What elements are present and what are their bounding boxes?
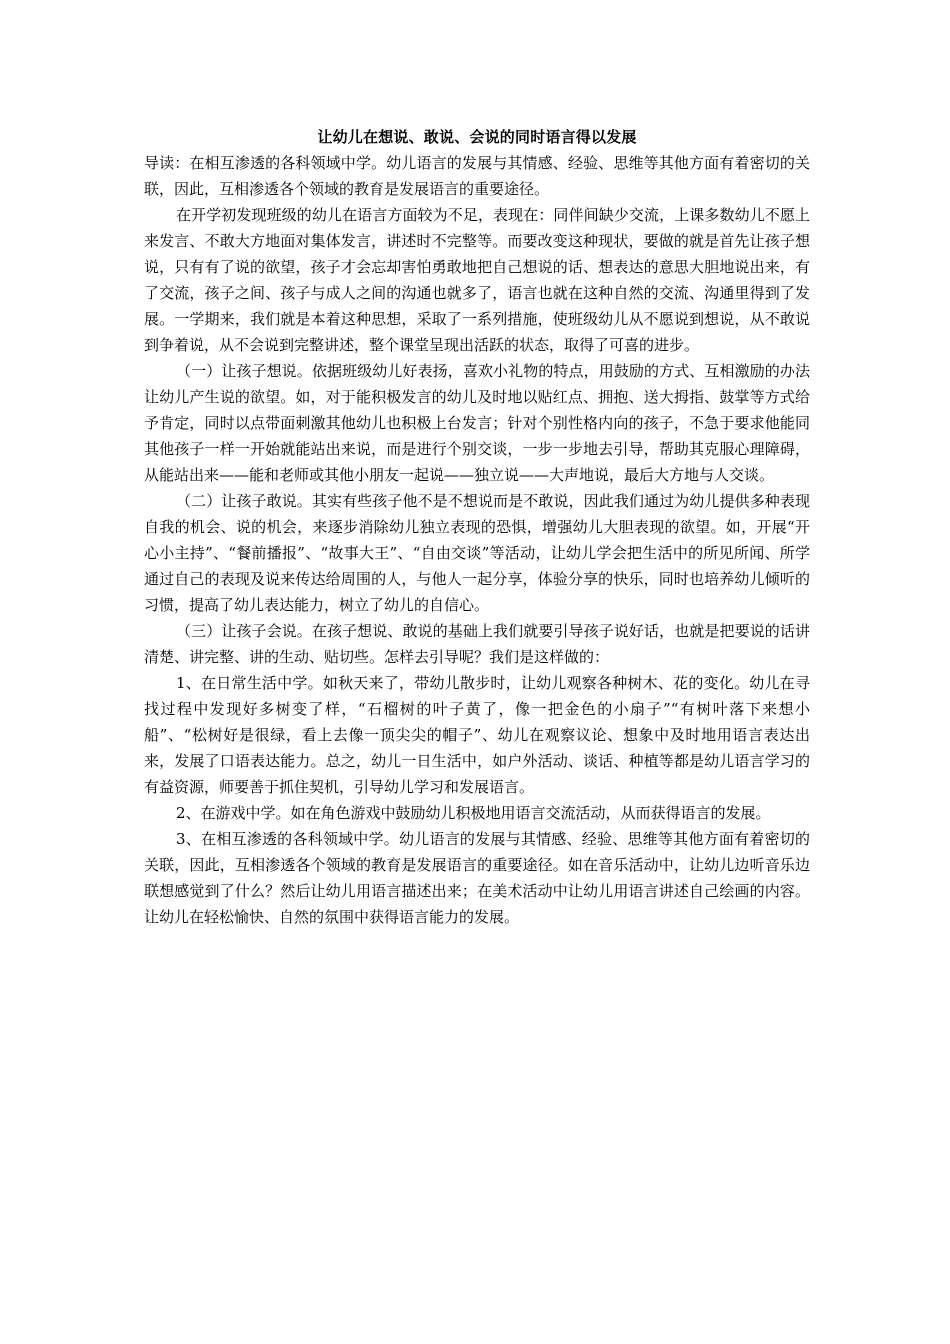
intro-paragraph: 导读：在相互渗透的各科领域中学。幼儿语言的发展与其情感、经验、思维等其他方面有着密切的关联，因此，互相渗透各个领域的教育是发展语言的重要途径。 (144, 154, 810, 198)
document-page (144, 124, 810, 930)
body-paragraph-cross-domain: 3、在相互渗透的各科领域中学。幼儿语言的发展与其情感、经验、思维等其他方面有着密切的关联，因此，互相渗透各个领域的教育是发展语言的重要途径。如在音乐活动中，让幼儿边听音乐边联想感觉到了什么？然后让幼儿用语言描述出来；在美术活动中让幼儿用语言讲述自己绘画的内容。让幼儿在轻松愉快、自然的氛围中获得语言能力的发展。 (144, 830, 810, 926)
body-paragraph-daily-life: 1、在日常生活中学。如秋天来了，带幼儿散步时，让幼儿观察各种树木、花的变化。幼儿在寻找过程中发现好多树变了样，“石榴树的叶子黄了，像一把金色的小扇子”“有树叶落下来想小船”、“松树好是很绿，看上去像一顶尖尖的帽子”、幼儿在观察议论、想象中及时地用语言表达出来，发展了口语表达能力。总之，幼儿一日生活中，如户外活动、谈话、种植等都是幼儿语言学习的有益资源，师要善于抓住契机，引导幼儿学习和发展语言。 (144, 674, 810, 796)
body-paragraph-able-to-speak: （三）让孩子会说。在孩子想说、敢说的基础上我们就要引导孩子说好话，也就是把要说的话讲清楚、讲完整、讲的生动、贴切些。怎样去引导呢？我们是这样做的： (144, 622, 810, 666)
body-paragraph-want-to-speak: （一）让孩子想说。依据班级幼儿好表扬，喜欢小礼物的特点，用鼓励的方式、互相激励的办法让幼儿产生说的欲望。如，对于能积极发言的幼儿及时地以贴红点、拥抱、送大拇指、鼓掌等方式给予肯定，同时以点带面刺激其他幼儿也积极上台发言；针对个别性格内向的孩子，不急于要求他能同其他孩子一样一开始就能站出来说，而是进行个别交谈，一步一步地去引导，帮助其克服心理障碍，从能站出来——能和老师或其他小朋友一起说——独立说——大声地说，最后大方地与人交谈。 (144, 362, 810, 484)
body-paragraph-games: 2、在游戏中学。如在角色游戏中鼓励幼儿积极地用语言交流活动，从而获得语言的发展。 (176, 804, 771, 822)
body-paragraph-background: 在开学初发现班级的幼儿在语言方面较为不足，表现在：同伴间缺少交流，上课多数幼儿不愿上来发言、不敢大方地面对集体发言，讲述时不完整等。而要改变这种现状，要做的就是首先让孩子想说，只有有了说的欲望，孩子才会忘却害怕勇敢地把自己想说的话、想表达的意思大胆地说出来，有了交流，孩子之间、孩子与成人之间的沟通也就多了，语言也就在这种自然的交流、沟通里得到了发展。一学期来，我们就是本着这种思想，采取了一系列措施，使班级幼儿从不愿说到想说，从不敢说到争着说，从不会说到完整讲述，整个课堂呈现出活跃的状态，取得了可喜的进步。 (144, 206, 810, 354)
document-title: 让幼儿在想说、敢说、会说的同时语言得以发展 (317, 128, 637, 146)
body-paragraph-dare-to-speak: （二）让孩子敢说。其实有些孩子他不是不想说而是不敢说，因此我们通过为幼儿提供多种表现自我的机会、说的机会，来逐步消除幼儿独立表现的恐惧，增强幼儿大胆表现的欲望。如，开展“开心小主持”、“餐前播报”、“故事大王”、“自由交谈”等活动，让幼儿学会把生活中的所见所闻、所学通过自己的表现及说来传达给周围的人，与他人一起分享，体验分享的快乐，同时也培养幼儿倾听的习惯，提高了幼儿表达能力，树立了幼儿的自信心。 (144, 492, 810, 614)
